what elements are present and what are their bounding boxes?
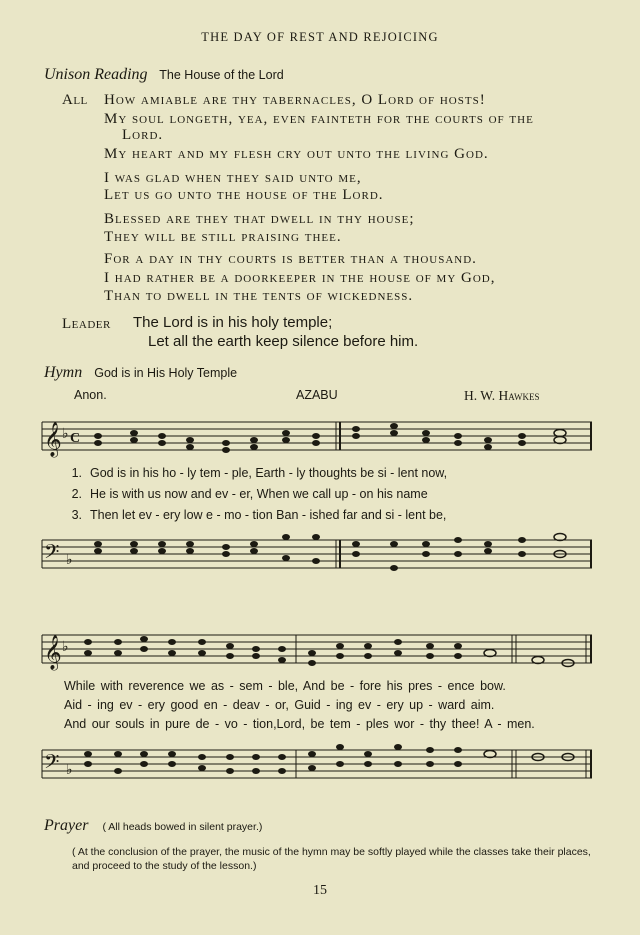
prayer-note: ( All heads bowed in silent prayer.) — [102, 821, 263, 833]
treble-notes-1 — [94, 423, 566, 453]
reading-line: Than to dwell in the tents of wickedness. — [104, 288, 414, 304]
verse-text: Then let ev - ery low e - mo - tion Ban - ished far and si - lent be, — [90, 508, 447, 522]
verse-line: Aid - ing ev - ery good en - deav - or, Guid - ing ev - ery up - ward aim. — [64, 698, 495, 712]
reading-line: I was glad when they said unto me, — [104, 170, 362, 186]
bass-notes-1 — [94, 534, 566, 572]
page-number: 15 — [313, 883, 327, 898]
role-leader: Leader — [62, 316, 111, 332]
treble-clef-icon: 𝄞 — [44, 423, 62, 456]
verse-number: 1. — [71, 466, 82, 480]
hymn-composer: H. W. Hawkes — [464, 388, 540, 403]
bass-staff-system-2 — [38, 740, 598, 790]
leader-line: Let all the earth keep silence before him. — [148, 333, 419, 350]
prayer-instruction: ( At the conclusion of the prayer, the music of the hymn may be softly played while the classes take their places, and proceed to the study of the lesson.) — [72, 846, 591, 872]
reading-line: My heart and my flesh cry out unto the living God. — [104, 146, 489, 162]
prayer-heading — [44, 817, 262, 835]
svg-text:C: C — [70, 431, 81, 446]
reading-title: The House of the Lord — [159, 68, 284, 82]
leader-line: The Lord is in his holy temple; — [133, 314, 333, 331]
treble-clef-icon: 𝄞 — [44, 636, 62, 669]
svg-text:♭: ♭ — [62, 640, 69, 655]
role-all: All — [62, 92, 88, 108]
running-head: THE DAY OF REST AND REJOICING — [201, 30, 439, 44]
svg-text:♭: ♭ — [62, 427, 69, 442]
verse-line: And our souls in pure de - vo - tion,Lord, be tem - ples wor - thy thee! A - men. — [64, 717, 535, 731]
reading-line: My soul longeth, yea, even fainteth for the courts of the — [104, 111, 534, 127]
verse-text: He is with us now and ev - er, When we call up - on his name — [90, 487, 428, 501]
reading-heading — [44, 66, 284, 84]
verse-line: While with reverence we as - sem - ble, And be - fore his pres - ence bow. — [64, 679, 506, 693]
reading-line: Lord. — [122, 127, 164, 143]
bass-staff-system-1 — [38, 530, 598, 590]
hymn-author: Anon. — [74, 388, 107, 402]
hymn-heading — [44, 364, 237, 382]
treble-staff-system-1 — [38, 412, 598, 462]
reading-line: Let us go unto the house of the Lord. — [104, 187, 384, 203]
prayer-label: Prayer — [44, 817, 89, 834]
bass-clef-icon: 𝄢 — [44, 542, 60, 568]
verse-line — [42, 487, 602, 501]
reading-label: Unison Reading — [44, 66, 148, 83]
reading-line: I had rather be a doorkeeper in the house of my God, — [104, 270, 496, 286]
verse-text: God is in his ho - ly tem - ple, Earth - ly thoughts be si - lent now, — [90, 466, 448, 480]
verse-number: 2. — [71, 487, 82, 501]
bass-clef-icon: 𝄢 — [44, 752, 60, 778]
verse-line — [42, 466, 602, 480]
treble-staff-system-2 — [38, 625, 598, 675]
reading-line: Blessed are they that dwell in thy house; — [104, 211, 415, 227]
hymn-tune: AZABU — [296, 388, 338, 402]
reading-line: How amiable are thy tabernacles, O Lord of hosts! — [104, 92, 486, 108]
hymn-label: Hymn — [44, 364, 83, 381]
verse-line — [42, 508, 602, 522]
reading-line: They will be still praising thee. — [104, 229, 342, 245]
svg-text:♭: ♭ — [66, 763, 73, 778]
hymn-title: God is in His Holy Temple — [94, 366, 238, 380]
verse-number: 3. — [71, 508, 82, 522]
reading-line: For a day in thy courts is better than a thousand. — [104, 251, 477, 267]
bass-notes-2 — [84, 744, 574, 774]
svg-text:♭: ♭ — [66, 553, 73, 568]
treble-notes-2 — [84, 636, 574, 667]
